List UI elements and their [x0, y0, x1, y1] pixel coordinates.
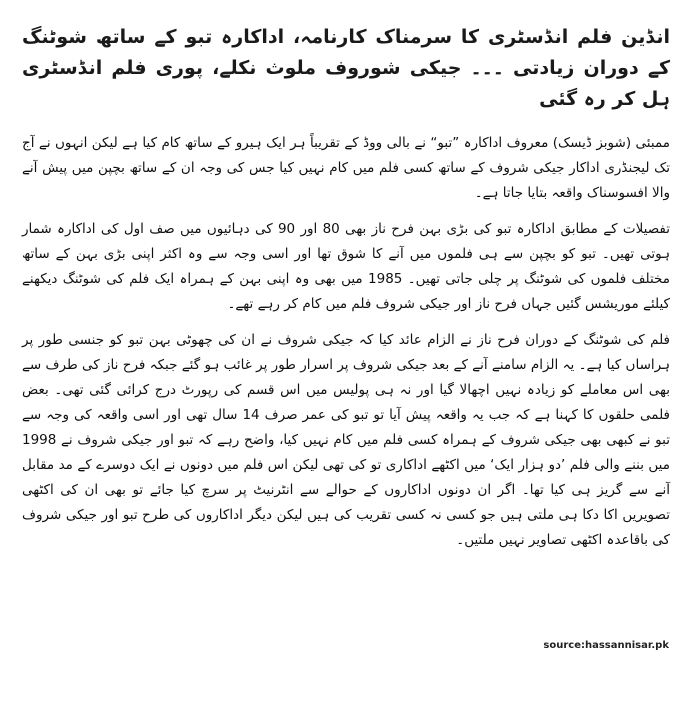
article-paragraph-allegation: فلم کی شوٹنگ کے دوران فرح ناز نے الزام عائد کیا کہ جیکی شروف نے ان کی چھوٹی بہن تبو کو جنسی طور پر ہراساں کیا ہے۔ یہ الزام سامنے آنے کے بعد جیکی شروف پر اسرار طور پر غائب ہو گئے جبکہ فرح ناز کی طرف سے بھی اس معاملے کو زیادہ نہیں اچھالا گیا اور نہ ہی پولیس میں اس قسم کی رپورٹ درج کرائی گئی تھی۔ بعض فلمی حلقوں کا کہنا ہے کہ جب یہ واقعہ پیش آیا تو تبو کی عمر صرف 14 سال تھی اور اسی واقعہ کی وجہ سے تبو نے کبھی بھی جیکی شروف کے ہمراہ کسی فلم میں کام نہیں کیا، واضح رہے کہ تبو اور جیکی شروف نے 1998 میں بننے والی فلم ’دو ہزار ایک‘ میں اکٹھے اداکاری تو کی تھی لیکن اس فلم میں دونوں نے ایک دوسرے کے مد مقابل آنے سے گریز ہی کیا تھا۔ اگر ان دونوں اداکاروں کے حوالے سے انٹرنیٹ پر سرچ کیا جائے تو بھی ان کی اکٹھی تصویریں اکا دکا ہی ملتی ہیں جو کسی نہ کسی تقریب کی ہیں لیکن دیگر اداکاروں کی طرح تبو اور جیکی شروف کی باقاعدہ اکٹھی تصاویر نہیں ملتیں۔: [22, 332, 670, 548]
article-paragraph-intro: ممبئی (شوبز ڈیسک) معروف اداکارہ ”تبو“ نے بالی ووڈ کے تقریباً ہر ایک ہیرو کے ساتھ کام کیا ہے لیکن انہوں نے آج تک لیجنڈری اداکار جیکی شروف کے ساتھ کسی فلم میں کام نہیں کیا جس کی وجہ ان کے ساتھ بچپن میں پیش آنے والا افسوسناک واقعہ بتایا جاتا ہے۔: [22, 135, 670, 201]
article-paragraph-details: تفصیلات کے مطابق اداکارہ تبو کی بڑی بہن فرح ناز بھی 80 اور 90 کی دہائیوں میں صف اول کی اداکارہ شمار ہوتی تھیں۔ تبو کو بچپن سے ہی فلموں میں آنے کا شوق تھا اور اسی وجہ سے وہ اکثر اپنی بڑی بہن کے ساتھ مختلف فلموں کی شوٹنگ پر چلی جاتی تھیں۔ 1985 میں بھی وہ اپنی بہن کے ہمراہ ایک فلم کی شوٹنگ دیکھنے کیلئے موریشس گئیں جہاں فرح ناز اور جیکی شروف فلم میں کام کر رہے تھے۔: [22, 221, 671, 312]
source-credit: source:hassannisar.pk: [543, 640, 669, 651]
article-headline: انڈین فلم انڈسٹری کا سرمناک کارنامہ، اداکارہ تبو کے ساتھ شوٹنگ کے دوران زیادتی ۔۔۔ جیکی شوروف ملوث نکلے، پوری فلم انڈسٹری ہل کر رہ گئی: [22, 26, 670, 110]
article: [22, 22, 670, 553]
